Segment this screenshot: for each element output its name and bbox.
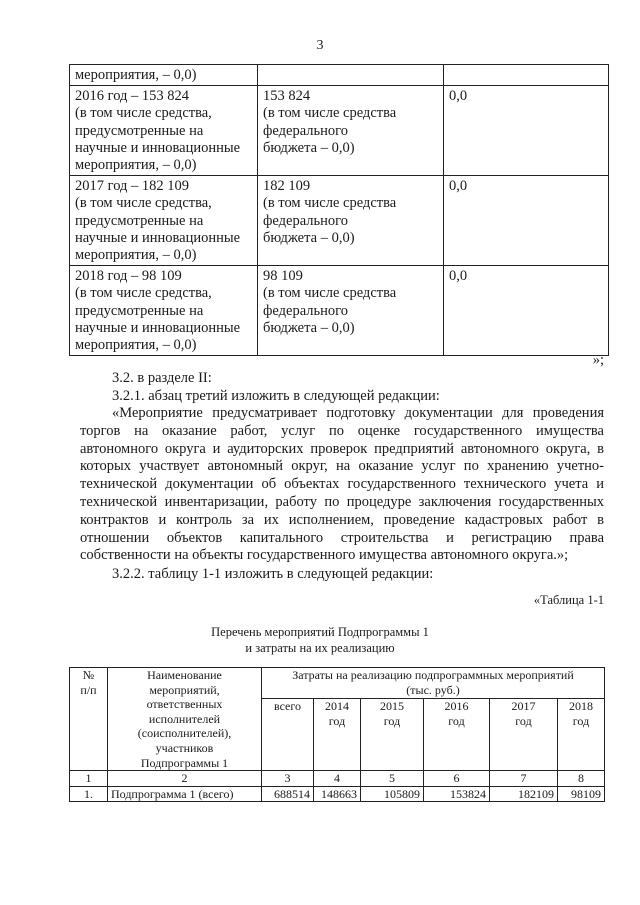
header-name	[108, 668, 262, 771]
subsection-1: 3.2.1. абзац третий изложить в следующей редакции:	[112, 388, 440, 404]
header-line: 2017	[511, 699, 536, 714]
table-cell	[444, 176, 609, 266]
header-num	[70, 668, 108, 771]
header-line: Затраты на реализацию подпрограммных мероприятий	[292, 668, 574, 682]
value-2018: 98109	[558, 786, 605, 802]
cell-line: (в том числе средства	[263, 105, 397, 122]
column-number: 8	[558, 771, 605, 787]
header-year	[262, 699, 314, 771]
cell-line: 0,0	[449, 268, 468, 285]
table-cell	[70, 266, 258, 356]
cell-line: 98 109	[263, 268, 303, 285]
cell-line: бюджета – 0,0)	[263, 319, 355, 336]
value-2015: 105809	[361, 786, 424, 802]
value-total: 688514	[262, 786, 314, 802]
header-line: участников	[155, 740, 214, 755]
cell-line: 2017 год – 182 109	[75, 178, 190, 195]
value-2017: 182109	[490, 786, 558, 802]
header-line: ответственных	[146, 697, 223, 712]
header-line: год	[383, 713, 401, 728]
quoted-paragraph	[80, 405, 604, 565]
header-line: год	[328, 713, 346, 728]
paragraph-line: собственности на объекты государственного имущества автономного округа.»;	[80, 547, 569, 564]
column-number: 1	[70, 771, 108, 787]
cell-line: 0,0	[449, 88, 468, 105]
header-year	[558, 699, 605, 771]
paragraph-line: торгов на оказание работ, услуг по оценке государственного имущества	[80, 422, 604, 439]
cell-line: мероприятия, – 0,0)	[75, 247, 197, 264]
column-number: 5	[361, 771, 424, 787]
header-line: (тыс. руб.)	[406, 682, 460, 697]
paragraph-line: технической документации об объектах государственного технического учета и	[80, 476, 604, 493]
cell-line: федерального	[263, 302, 348, 319]
cell-line: 0,0	[449, 178, 468, 195]
header-line: год	[448, 713, 465, 728]
cell-line: предусмотренные на	[75, 302, 204, 319]
cell-line: 153 824	[263, 88, 311, 105]
cell-line: 2018 год – 98 109	[75, 268, 182, 285]
cell-line: предусмотренные на	[75, 122, 204, 139]
cell-line: научные и инновационные	[75, 319, 241, 336]
cell-line: мероприятия, – 0,0)	[75, 67, 197, 83]
value-2014: 148663	[314, 786, 361, 802]
header-line: п/п	[80, 682, 97, 697]
header-line: №	[82, 668, 95, 682]
header-line: (соисполнителей),	[137, 726, 232, 741]
header-line: всего	[273, 699, 302, 714]
header-costs	[262, 668, 605, 699]
header-line: мероприятий,	[149, 682, 220, 697]
header-line: Наименование	[147, 668, 222, 682]
header-line: год	[572, 713, 590, 728]
cell-line: предусмотренные на	[75, 212, 204, 229]
subsection-2: 3.2.2. таблицу 1-1 изложить в следующей редакции:	[112, 566, 434, 582]
header-line: 2018	[569, 699, 593, 714]
cell-line: научные и инновационные	[75, 139, 241, 156]
cell-line: (в том числе средства,	[75, 105, 212, 122]
cell-line: 182 109	[263, 178, 311, 195]
cell-line: (в том числе средства	[263, 285, 397, 302]
table-cell	[70, 176, 258, 266]
paragraph-line: технической инвентаризации, работу по процедуре заключения государственных	[80, 493, 604, 510]
column-number: 4	[314, 771, 361, 787]
table-cell	[258, 65, 444, 86]
cell-line: федерального	[263, 212, 348, 229]
cell-line: федерального	[263, 122, 348, 139]
table-cell	[258, 86, 444, 176]
paragraph-line: отношении объектов капитального строительства и регистрацию права	[80, 529, 604, 546]
section-heading: 3.2. в разделе II:	[112, 370, 212, 386]
paragraph-line: «Мероприятие предусматривает подготовку документации для проведения	[112, 405, 604, 421]
page-number: 3	[316, 38, 324, 53]
header-year	[490, 699, 558, 771]
paragraph-line: которых участвует автономный округ, на оказание услуг по хранению учетно-	[80, 458, 604, 475]
table-row	[70, 786, 605, 802]
header-line: 2015	[380, 699, 404, 714]
header-year	[361, 699, 424, 771]
cell-line: (в том числе средства	[263, 195, 397, 212]
table-caption: «Таблица 1-1	[533, 593, 604, 607]
row-number: 1.	[70, 786, 108, 802]
funding-table	[69, 64, 609, 356]
cell-line: бюджета – 0,0)	[263, 229, 355, 246]
cell-line: (в том числе средства,	[75, 195, 212, 212]
table-cell	[258, 176, 444, 266]
table-cell	[444, 266, 609, 356]
table-row	[70, 266, 609, 356]
table-header-row	[70, 668, 605, 699]
table-row	[70, 86, 609, 176]
row-name: Подпрограмма 1 (всего)	[108, 786, 262, 802]
header-line: Подпрограммы 1	[140, 755, 229, 770]
table-title-line-2: и затраты на их реализацию	[245, 641, 395, 655]
cell-line: научные и инновационные	[75, 229, 241, 246]
header-year	[424, 699, 490, 771]
header-line: исполнителей	[148, 711, 221, 726]
column-number: 7	[490, 771, 558, 787]
header-year	[314, 699, 361, 771]
header-line: 2016	[444, 699, 469, 714]
column-number: 2	[108, 771, 262, 787]
cell-line: мероприятия, – 0,0)	[75, 157, 197, 174]
table-cell	[444, 65, 609, 86]
column-number-row	[70, 771, 605, 787]
cell-line: бюджета – 0,0)	[263, 139, 355, 156]
header-line: 2014	[325, 699, 349, 714]
table-row	[70, 65, 609, 86]
cell-line: мероприятия, – 0,0)	[75, 337, 197, 354]
closing-quote: »;	[592, 352, 604, 368]
cell-line: (в том числе средства,	[75, 285, 212, 302]
value-2016: 153824	[424, 786, 490, 802]
table-title: Перечень мероприятий Подпрограммы 1	[211, 625, 429, 639]
table-row	[70, 176, 609, 266]
events-table	[69, 667, 605, 802]
header-line: год	[515, 713, 532, 728]
table-cell	[70, 65, 258, 86]
table-cell	[444, 86, 609, 176]
column-number: 3	[262, 771, 314, 787]
cell-line: 2016 год – 153 824	[75, 88, 190, 105]
paragraph-line: автономного округа и аудиторских проверок предприятий автономного округа, в	[80, 440, 604, 457]
table-cell	[258, 266, 444, 356]
table-cell	[70, 86, 258, 176]
paragraph-line: контрактов и контроль за их исполнением, проведение кадастровых работ в	[80, 511, 604, 528]
column-number: 6	[424, 771, 490, 787]
